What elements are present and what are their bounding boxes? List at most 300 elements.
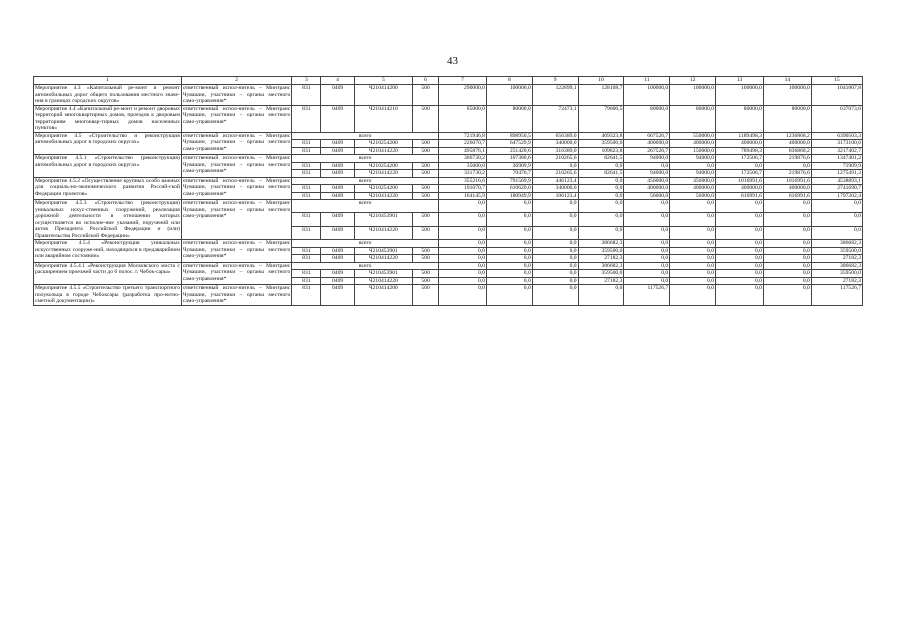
amount-cell: 0,0 xyxy=(670,247,716,255)
amount-cell: 210265,6 xyxy=(532,155,578,163)
admin-code: 831 xyxy=(292,226,321,239)
admin-code: 831 xyxy=(292,170,321,178)
table-row xyxy=(34,105,863,132)
target-article-code: Ч210414200 xyxy=(354,285,412,306)
amount-cell: 2741690,7 xyxy=(811,185,862,193)
measure-name: Мероприятие 4.5.4 «Реконструкция уникальных искусственных сооруже-ний, находящихся в предаварийном или аварийном состоянии» xyxy=(34,240,182,263)
section-code: 0409 xyxy=(321,185,354,193)
target-article-code: Ч210453901 xyxy=(354,247,412,255)
amount-cell: 0,0 xyxy=(670,270,716,278)
amount-cell: 359500,0 xyxy=(811,247,862,255)
amount-cell: 0,0 xyxy=(763,213,811,226)
amount-cell: 366730,2 xyxy=(439,155,487,163)
table-header xyxy=(34,77,863,85)
amount-cell: 100000,0 xyxy=(486,85,532,106)
amount-cell: 0,0 xyxy=(486,226,532,239)
admin-code: 831 xyxy=(292,185,321,193)
amount-cell: 1275491,3 xyxy=(811,170,862,178)
amount-cell: 0,0 xyxy=(439,270,487,278)
amount-cell: 0,0 xyxy=(486,277,532,285)
amount-cell: 0,0 xyxy=(578,192,624,200)
measure-name: Мероприятие 4.3 «Капитальный ре-монт и ремонт автомобильных дорог общего пользования местного значе-ния в границах городских округов» xyxy=(35,85,180,104)
table-row xyxy=(34,240,863,248)
amount-cell: 386682,3 xyxy=(811,262,862,270)
table-row xyxy=(34,85,863,106)
amount-cell: 0,0 xyxy=(624,240,670,248)
amount-cell: 616991,6 xyxy=(763,192,811,200)
measure-name: Мероприятие 4.5.2 «Осуществление крупных особо важных для социаль-но-экономического развития Россий-ской Федерации проектов» xyxy=(34,177,182,200)
table-row xyxy=(34,132,863,140)
amount-cell: 0,0 xyxy=(578,200,624,213)
amount-cell: 0,0 xyxy=(439,213,487,226)
amount-cell: 0,0 xyxy=(670,213,716,226)
total-label: всего xyxy=(292,200,439,213)
amount-cell: 400000,0 xyxy=(716,185,764,193)
admin-code: 831 xyxy=(292,285,321,306)
section-code: 0409 xyxy=(321,85,354,106)
total-label: всего xyxy=(292,262,439,270)
amount-cell: 610620,0 xyxy=(486,185,532,193)
total-label: всего xyxy=(292,132,439,140)
table-row xyxy=(34,262,863,270)
table-body xyxy=(34,85,863,306)
amount-cell: 386682,3 xyxy=(578,262,624,270)
section-code: 0409 xyxy=(321,147,354,155)
amount-cell: 0,0 xyxy=(811,226,862,239)
target-article-code: Ч210254200 xyxy=(354,140,412,148)
admin-code: 831 xyxy=(292,147,321,155)
amount-cell: 1016991,6 xyxy=(763,177,811,185)
column-header: 5 xyxy=(354,77,412,85)
amount-cell: 0,0 xyxy=(578,213,624,226)
admin-code: 831 xyxy=(292,247,321,255)
amount-cell: 495876,1 xyxy=(439,147,487,155)
amount-cell: 107380,6 xyxy=(486,155,532,163)
amount-cell: 82641,5 xyxy=(578,170,624,178)
amount-cell: 0,0 xyxy=(763,200,811,213)
section-code: 0409 xyxy=(321,162,354,170)
column-header: 10 xyxy=(578,77,624,85)
amount-cell: 27182,3 xyxy=(578,255,624,263)
amount-cell: 0,0 xyxy=(486,213,532,226)
amount-cell: 0,0 xyxy=(532,255,578,263)
amount-cell: 0,0 xyxy=(532,213,578,226)
amount-cell: 0,0 xyxy=(624,200,670,213)
admin-code: 831 xyxy=(292,213,321,226)
amount-cell: 0,0 xyxy=(624,162,670,170)
amount-cell: 400000,0 xyxy=(763,140,811,148)
amount-cell: 0,0 xyxy=(763,240,811,248)
amount-cell: 36909,9 xyxy=(486,162,532,170)
measure-name: Мероприятие 4.5 «Строительство и реконструкция автомобильных дорог в городских округах» xyxy=(34,132,182,155)
amount-cell: 172506,7 xyxy=(716,170,764,178)
section-code: 0409 xyxy=(321,170,354,178)
amount-cell: 290000,0 xyxy=(439,85,487,106)
column-header: 6 xyxy=(413,77,439,85)
amount-cell: 106123,4 xyxy=(532,192,578,200)
section-code: 0409 xyxy=(321,226,354,239)
amount-cell: 1236868,2 xyxy=(763,132,811,140)
amount-cell: 80000,0 xyxy=(716,105,764,132)
amount-cell: 331730,2 xyxy=(439,170,487,178)
expense-type-code: 500 xyxy=(413,277,439,285)
target-article-code: Ч210414220 xyxy=(354,192,412,200)
table-row xyxy=(34,285,863,306)
total-label: всего xyxy=(292,177,439,185)
amount-cell: 0,0 xyxy=(716,262,764,270)
amount-cell: 400000,0 xyxy=(670,140,716,148)
amount-cell: 0,0 xyxy=(439,285,487,306)
section-code: 0409 xyxy=(321,277,354,285)
column-header: 14 xyxy=(763,77,811,85)
total-label: всего xyxy=(292,155,439,163)
expense-type-code: 500 xyxy=(413,270,439,278)
amount-cell: 0,0 xyxy=(716,255,764,263)
expense-type-code: 500 xyxy=(413,247,439,255)
admin-code: 831 xyxy=(292,105,321,132)
amount-cell: 80000,0 xyxy=(670,105,716,132)
amount-cell: 637073,6 xyxy=(811,105,862,132)
amount-cell: 0,0 xyxy=(486,255,532,263)
amount-cell: 0,0 xyxy=(624,277,670,285)
amount-cell: 550000,0 xyxy=(670,132,716,140)
amount-cell: 0,0 xyxy=(763,270,811,278)
amount-cell: 400000,0 xyxy=(670,185,716,193)
amount-cell: 0,0 xyxy=(716,226,764,239)
amount-cell: 0,0 xyxy=(532,162,578,170)
amount-cell: 0,0 xyxy=(532,240,578,248)
target-article-code: Ч210414220 xyxy=(354,147,412,155)
amount-cell: 0,0 xyxy=(486,240,532,248)
amount-cell: 0,0 xyxy=(532,262,578,270)
expense-type-code: 500 xyxy=(413,213,439,226)
section-code: 0409 xyxy=(321,285,354,306)
amount-cell: 0,0 xyxy=(624,262,670,270)
amount-cell: 219876,6 xyxy=(763,155,811,163)
expense-type-code: 500 xyxy=(413,185,439,193)
amount-cell: 122899,1 xyxy=(532,85,578,106)
amount-cell: 400000,0 xyxy=(624,140,670,148)
amount-cell: 0,0 xyxy=(578,177,624,185)
section-code: 0409 xyxy=(321,255,354,263)
amount-cell: 0,0 xyxy=(716,285,764,306)
amount-cell: 0,0 xyxy=(439,200,487,213)
amount-cell: 1347401,2 xyxy=(811,155,862,163)
amount-cell: 94000,0 xyxy=(670,155,716,163)
amount-cell: 71909,9 xyxy=(811,162,862,170)
amount-cell: 340000,0 xyxy=(532,185,578,193)
column-header: 8 xyxy=(486,77,532,85)
column-header: 11 xyxy=(624,77,670,85)
amount-cell: 0,0 xyxy=(486,285,532,306)
amount-cell: 35000,0 xyxy=(439,162,487,170)
amount-cell: 446123,4 xyxy=(532,177,578,185)
amount-cell: 226070,7 xyxy=(439,140,487,148)
amount-cell: 100000,0 xyxy=(716,85,764,106)
amount-cell: 0,0 xyxy=(532,285,578,306)
amount-cell: 0,0 xyxy=(624,213,670,226)
amount-cell: 0,0 xyxy=(532,247,578,255)
amount-cell: 85000,0 xyxy=(439,105,487,132)
target-article-code: Ч210414220 xyxy=(354,170,412,178)
admin-code: 831 xyxy=(292,162,321,170)
amount-cell: 0,0 xyxy=(578,185,624,193)
section-code: 0409 xyxy=(321,105,354,132)
target-article-code: Ч210414220 xyxy=(354,226,412,239)
amount-cell: 789498,3 xyxy=(716,147,764,155)
amount-cell: 80000,0 xyxy=(624,105,670,132)
amount-cell: 191070,7 xyxy=(439,185,487,193)
amount-cell: 6390503,3 xyxy=(811,132,862,140)
measure-name: Мероприятие 4.4 «Капитальный ре-монт и ремонт дворовых территорий многоквартирных домов, проездов к дворовым территориям многоквар-тирных домов населенных пунктов» xyxy=(35,105,180,131)
amount-cell: 128108,7 xyxy=(578,85,624,106)
amount-cell: 469323,8 xyxy=(578,132,624,140)
responsible-executor: ответственный испол-нитель – Минтранс Чувашии, участники – органы местного само-управления* xyxy=(181,240,291,263)
expense-type-code: 500 xyxy=(413,162,439,170)
amount-cell: 359500,0 xyxy=(578,270,624,278)
responsible-executor: ответственный испол-нитель – Минтранс Чувашии, участники – органы местного само-управления* xyxy=(181,177,291,200)
amount-cell: 100000,0 xyxy=(763,85,811,106)
column-header: 13 xyxy=(716,77,764,85)
amount-cell: 0,0 xyxy=(716,277,764,285)
responsible-executor: ответственный испол-нитель – Минтранс Чувашии, участники – органы местного само-управления* xyxy=(182,85,291,104)
expense-type-code: 500 xyxy=(413,170,439,178)
amount-cell: 0,0 xyxy=(439,277,487,285)
amount-cell: 400000,0 xyxy=(624,185,670,193)
expense-type-code: 500 xyxy=(413,85,439,106)
amount-cell: 0,0 xyxy=(486,270,532,278)
section-code: 0409 xyxy=(321,140,354,148)
section-code: 0409 xyxy=(321,270,354,278)
amount-cell: 359500,0 xyxy=(578,140,624,148)
expense-type-code: 500 xyxy=(413,255,439,263)
amount-cell: 0,0 xyxy=(763,162,811,170)
amount-cell: 0,0 xyxy=(670,262,716,270)
responsible-executor: ответственный испол-нитель – Минтранс Чувашии, участники – органы местного само-управления* xyxy=(181,132,291,155)
amount-cell: 0,0 xyxy=(578,285,624,306)
expense-type-code: 500 xyxy=(413,147,439,155)
amount-cell: 0,0 xyxy=(811,213,862,226)
amount-cell: 79600,5 xyxy=(578,105,624,132)
column-header: 3 xyxy=(292,77,321,85)
amount-cell: 267526,7 xyxy=(624,147,670,155)
amount-cell: 0,0 xyxy=(670,162,716,170)
amount-cell: 386682,3 xyxy=(578,240,624,248)
amount-cell: 456000,0 xyxy=(624,177,670,185)
amount-cell: 3217402,7 xyxy=(811,147,862,155)
amount-cell: 340000,0 xyxy=(532,140,578,148)
amount-cell: 0,0 xyxy=(670,240,716,248)
target-article-code: Ч210414210 xyxy=(354,105,412,132)
amount-cell: 27182,3 xyxy=(811,255,862,263)
amount-cell: 1797202,4 xyxy=(811,192,862,200)
admin-code: 831 xyxy=(292,192,321,200)
amount-cell: 1189498,3 xyxy=(716,132,764,140)
amount-cell: 898950,5 xyxy=(486,132,532,140)
amount-cell: 0,0 xyxy=(486,200,532,213)
target-article-code: Ч210254200 xyxy=(354,162,412,170)
responsible-executor: ответственный испол-нитель – Минтранс Чувашии, участники – органы местного само-управления* xyxy=(181,155,291,178)
amount-cell: 0,0 xyxy=(763,262,811,270)
amount-cell: 0,0 xyxy=(439,247,487,255)
amount-cell: 791569,9 xyxy=(486,177,532,185)
expense-type-code: 500 xyxy=(413,192,439,200)
amount-cell: 219876,6 xyxy=(763,170,811,178)
table-row xyxy=(34,155,863,163)
amount-cell: 0,0 xyxy=(439,226,487,239)
amount-cell: 0,0 xyxy=(624,255,670,263)
amount-cell: 0,0 xyxy=(763,277,811,285)
amount-cell: 0,0 xyxy=(532,226,578,239)
column-header: 12 xyxy=(670,77,716,85)
amount-cell: 386682,3 xyxy=(811,240,862,248)
amount-cell: 0,0 xyxy=(439,262,487,270)
section-code: 0409 xyxy=(321,213,354,226)
amount-cell: 456000,0 xyxy=(670,177,716,185)
amount-cell: 0,0 xyxy=(624,247,670,255)
amount-cell: 1016991,6 xyxy=(716,177,764,185)
amount-cell: 150000,0 xyxy=(670,147,716,155)
column-header: 7 xyxy=(439,77,487,85)
amount-cell: 0,0 xyxy=(763,226,811,239)
amount-cell: 0,0 xyxy=(763,247,811,255)
amount-cell: 0,0 xyxy=(486,247,532,255)
amount-cell: 94000,0 xyxy=(670,170,716,178)
target-article-code: Ч210453901 xyxy=(354,213,412,226)
amount-cell: 359500,0 xyxy=(811,270,862,278)
measure-name: Мероприятие 4.5.5 «Строительство третьего транспортного полукольца в городе Чебоксары (разработка про-ектно-сметной документации)» xyxy=(35,285,180,304)
column-header: 9 xyxy=(532,77,578,85)
amount-cell: 0,0 xyxy=(716,213,764,226)
amount-cell: 0,0 xyxy=(670,277,716,285)
total-label: всего xyxy=(292,240,439,248)
amount-cell: 0,0 xyxy=(670,285,716,306)
amount-cell: 0,0 xyxy=(716,240,764,248)
amount-cell: 100000,0 xyxy=(624,85,670,106)
amount-cell: 109823,8 xyxy=(578,147,624,155)
amount-cell: 56000,0 xyxy=(670,192,716,200)
amount-cell: 0,0 xyxy=(716,270,764,278)
admin-code: 831 xyxy=(292,85,321,106)
measure-name: Мероприятие 4.5.3 «Строительство (реконструкция) уникальных искус-ственных сооружений, реализация дорожной деятельности в отношении которых осуществляется во исполне-ние указаний, поручений или актов Президента Российской Федерации и (или) Правительства Российской Федерации» xyxy=(35,200,180,239)
table-row xyxy=(34,200,863,213)
expense-type-code: 500 xyxy=(413,226,439,239)
amount-cell: 172506,7 xyxy=(716,155,764,163)
amount-cell: 647529,9 xyxy=(486,140,532,148)
expense-type-code: 500 xyxy=(413,105,439,132)
amount-cell: 0,0 xyxy=(670,226,716,239)
amount-cell: 0,0 xyxy=(811,200,862,213)
amount-cell: 0,0 xyxy=(716,247,764,255)
column-header: 15 xyxy=(811,77,862,85)
amount-cell: 0,0 xyxy=(578,226,624,239)
column-header: 4 xyxy=(321,77,354,85)
column-header: 2 xyxy=(181,77,291,85)
section-code: 0409 xyxy=(321,192,354,200)
amount-cell: 616991,6 xyxy=(716,192,764,200)
amount-cell: 359500,0 xyxy=(578,247,624,255)
target-article-code: Ч210453901 xyxy=(354,270,412,278)
amount-cell: 94000,0 xyxy=(624,170,670,178)
amount-cell: 316389,0 xyxy=(532,147,578,155)
amount-cell: 3173100,6 xyxy=(811,140,862,148)
amount-cell: 1041007,8 xyxy=(811,85,862,106)
amount-cell: 0,0 xyxy=(578,162,624,170)
amount-cell: 27182,3 xyxy=(578,277,624,285)
amount-cell: 117526,7 xyxy=(624,285,670,306)
target-article-code: Ч210414220 xyxy=(354,277,412,285)
responsible-executor: ответственный испол-нитель – Минтранс Чувашии, участники – органы местного само-управления* xyxy=(181,262,291,285)
amount-cell: 100000,0 xyxy=(670,85,716,106)
amount-cell: 27182,3 xyxy=(811,277,862,285)
amount-cell: 70470,7 xyxy=(486,170,532,178)
amount-cell: 0,0 xyxy=(716,162,764,170)
expense-type-code: 500 xyxy=(413,285,439,306)
table-row xyxy=(34,177,863,185)
expense-type-code: 500 xyxy=(413,140,439,148)
amount-cell: 82641,5 xyxy=(578,155,624,163)
amount-cell: 0,0 xyxy=(624,270,670,278)
amount-cell: 0,0 xyxy=(439,255,487,263)
amount-cell: 180949,9 xyxy=(486,192,532,200)
measure-name: Мероприятие 4.5.4.1 «Реконструкция Московского моста с расширением проезжей части до 6 полос. г. Чебок-сары» xyxy=(34,262,182,285)
amount-cell: 400000,0 xyxy=(763,185,811,193)
amount-cell: 0,0 xyxy=(716,200,764,213)
amount-cell: 80000,0 xyxy=(486,105,532,132)
amount-cell: 251420,6 xyxy=(486,147,532,155)
amount-cell: 117526,7 xyxy=(811,285,862,306)
admin-code: 831 xyxy=(292,140,321,148)
amount-cell: 721946,8 xyxy=(439,132,487,140)
amount-cell: 0,0 xyxy=(670,200,716,213)
amount-cell: 667526,7 xyxy=(624,132,670,140)
amount-cell: 72473,1 xyxy=(532,105,578,132)
amount-cell: 0,0 xyxy=(670,255,716,263)
target-article-code: Ч210414200 xyxy=(354,85,412,106)
responsible-executor: ответственный испол-нитель – Минтранс Чувашии, участники – органы местного само-управления* xyxy=(181,200,291,240)
page-number: 43 xyxy=(447,55,458,67)
amount-cell: 400000,0 xyxy=(716,140,764,148)
amount-cell: 56000,0 xyxy=(624,192,670,200)
amount-cell: 0,0 xyxy=(532,200,578,213)
amount-cell: 0,0 xyxy=(763,255,811,263)
admin-code: 831 xyxy=(292,255,321,263)
budget-table xyxy=(33,76,863,306)
amount-cell: 355216,6 xyxy=(439,177,487,185)
amount-cell: 0,0 xyxy=(532,277,578,285)
amount-cell: 0,0 xyxy=(439,240,487,248)
amount-cell: 80000,0 xyxy=(763,105,811,132)
amount-cell: 210265,6 xyxy=(532,170,578,178)
target-article-code: Ч210254200 xyxy=(354,185,412,193)
amount-cell: 0,0 xyxy=(532,270,578,278)
amount-cell: 656389,0 xyxy=(532,132,578,140)
amount-cell: 836868,2 xyxy=(763,147,811,155)
header-row xyxy=(34,77,863,85)
measure-name: Мероприятие 4.5.1 «Строительство (реконструкция) автомобильных дорог в городских округах» xyxy=(34,155,182,178)
amount-cell: 0,0 xyxy=(624,226,670,239)
section-code: 0409 xyxy=(321,247,354,255)
amount-cell: 0,0 xyxy=(486,262,532,270)
amount-cell: 164145,9 xyxy=(439,192,487,200)
amount-cell: 4538893,1 xyxy=(811,177,862,185)
target-article-code: Ч210414220 xyxy=(354,255,412,263)
responsible-executor: ответственный испол-нитель – Минтранс Чувашии, участники – органы местного само-управления* xyxy=(182,285,291,304)
amount-cell: 94000,0 xyxy=(624,155,670,163)
column-header: 1 xyxy=(34,77,182,85)
amount-cell: 0,0 xyxy=(763,285,811,306)
admin-code: 831 xyxy=(292,277,321,285)
